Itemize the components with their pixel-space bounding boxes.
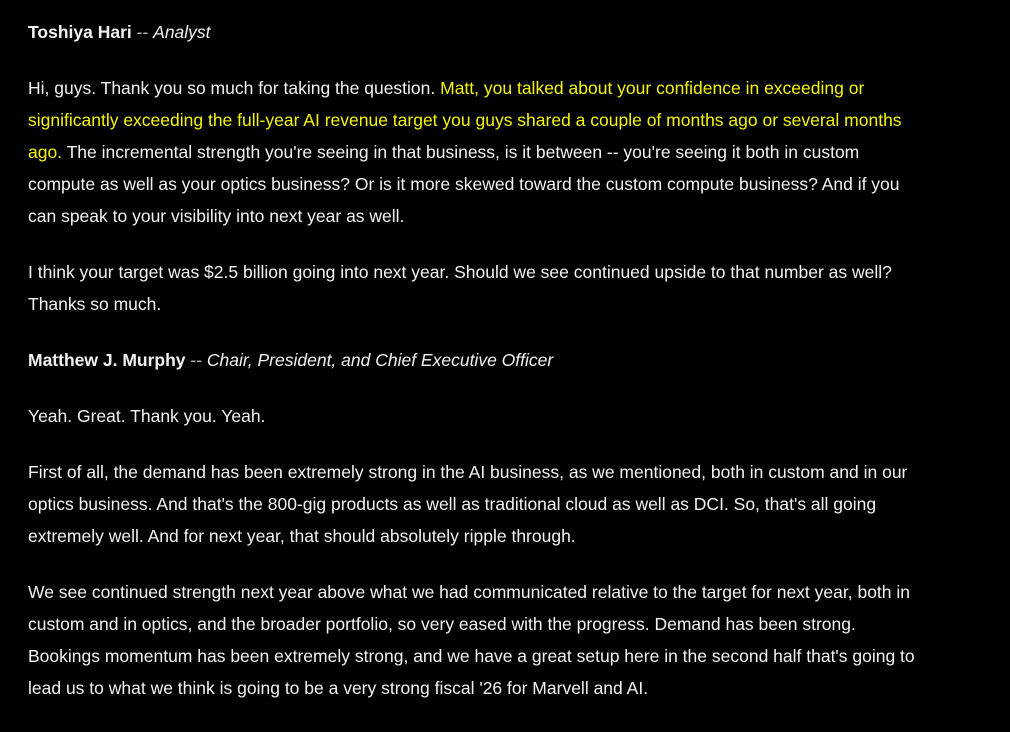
transcript-paragraph (28, 72, 928, 232)
transcript-paragraph: I think your target was $2.5 billion going into next year. Should we see continued upside to that number as well? Thanks so much. (28, 262, 892, 314)
paragraph-text: The incremental strength you're seeing in that business, is it between -- you're seeing it both in custom compute as well as your optics business? Or is it more skewed toward the custom compute business? And if you can speak to your visibility into next year as well. (28, 142, 900, 226)
speaker-role: Analyst (153, 22, 211, 42)
speaker-name: Matthew J. Murphy (28, 350, 186, 370)
speaker-line-analyst (28, 16, 928, 48)
transcript-paragraph: First of all, the demand has been extremely strong in the AI business, as we mentioned, both in custom and in our optics business. And that's the 800-gig products as well as traditional cloud as well as DCI. So, that's all going extremely well. And for next year, that should absolutely ripple through. (28, 462, 908, 546)
transcript-paragraph: We see continued strength next year above what we had communicated relative to the target for next year, both in custom and in optics, and the broader portfolio, so very eased with the progress. Demand has been strong. Bookings momentum has been extremely strong, and we have a great setup here in the second half that's going to lead us to what we think is going to be a very strong fiscal '26 for Marvell and AI. (28, 582, 915, 698)
speaker-line-executive (28, 344, 928, 376)
speaker-name: Toshiya Hari (28, 22, 132, 42)
transcript-paragraph: Yeah. Great. Thank you. Yeah. (28, 406, 266, 426)
highlighted-text: Matt, you talked about your confidence in exceeding or significantly exceeding the full-year AI revenue target you guys shared a couple of months ago or several months ago. (28, 78, 902, 162)
transcript (28, 16, 928, 728)
speaker-role: Chair, President, and Chief Executive Officer (206, 350, 554, 370)
paragraph-text: Hi, guys. Thank you so much for taking the question. (28, 78, 441, 98)
speaker-separator: -- (136, 22, 149, 42)
speaker-separator: -- (190, 350, 203, 370)
